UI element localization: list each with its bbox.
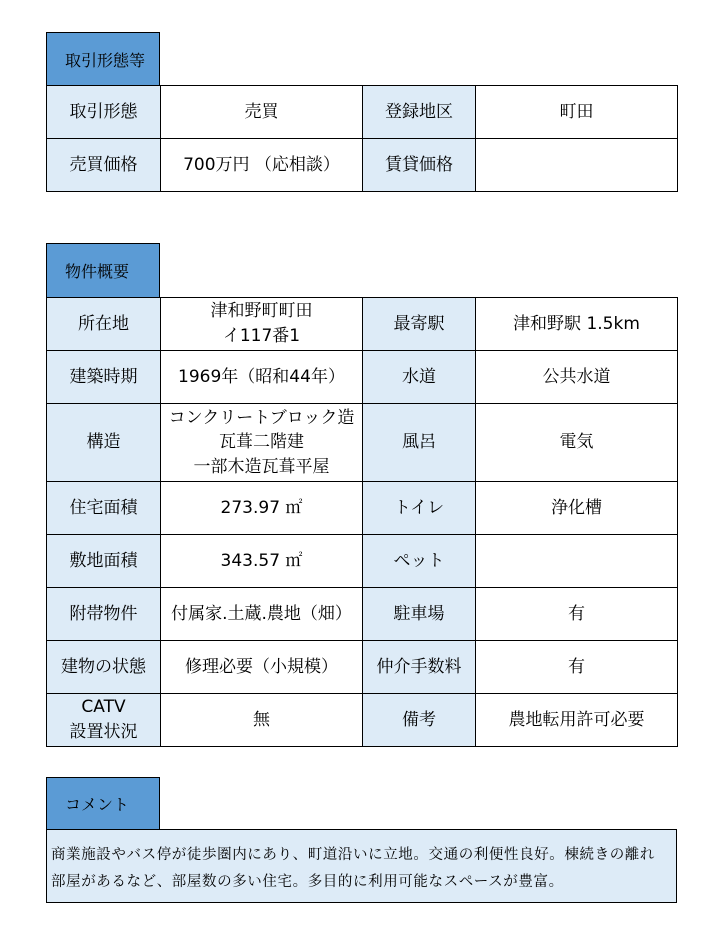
location-label: 所在地 xyxy=(47,298,161,351)
house-area-value: 273.97 ㎡ xyxy=(161,482,363,535)
label-cell: 取引形態 xyxy=(47,86,161,139)
land-area-label: 敷地面積 xyxy=(47,535,161,588)
table-row xyxy=(47,694,678,747)
fee-value: 有 xyxy=(476,641,678,694)
toilet-value: 浄化槽 xyxy=(476,482,678,535)
notes-label: 備考 xyxy=(363,694,476,747)
location-line: イ117番1 xyxy=(222,326,301,346)
section-title: コメント xyxy=(65,795,130,814)
condition-value: 修理必要（小規模） xyxy=(161,641,363,694)
value-cell: 売買 xyxy=(161,86,363,139)
table-row xyxy=(47,588,678,641)
section-title: 取引形態等 xyxy=(65,50,146,70)
location-line: 津和野町町田 xyxy=(210,301,313,322)
water-value: 公共水道 xyxy=(476,351,678,404)
catv-value: 無 xyxy=(161,694,363,747)
catv-label-line: 設置状況 xyxy=(69,722,138,742)
parking-label: 駐車場 xyxy=(363,588,476,641)
transaction-table xyxy=(46,85,678,192)
label-cell: 賃貸価格 xyxy=(363,139,476,192)
location-value xyxy=(161,298,363,351)
value-cell: 700万円 （応相談） xyxy=(161,139,363,192)
structure-line: 瓦葺二階建 xyxy=(219,432,304,453)
catv-label-line: CATV xyxy=(81,697,126,718)
comment-text: 商業施設やバス停が徒歩圏内にあり、町道沿いに立地。交通の利便性良好。棟続きの離れ部屋があるなど、部屋数の多い住宅。多目的に利用可能なスペースが豊富。 xyxy=(51,847,655,890)
table-row xyxy=(47,535,678,588)
house-area-label: 住宅面積 xyxy=(47,482,161,535)
table-row xyxy=(47,404,678,482)
table-row xyxy=(47,86,678,139)
structure-label: 構造 xyxy=(47,404,161,482)
toilet-label: トイレ xyxy=(363,482,476,535)
table-row xyxy=(47,139,678,192)
condition-label: 建物の状態 xyxy=(47,641,161,694)
water-label: 水道 xyxy=(363,351,476,404)
parking-value: 有 xyxy=(476,588,678,641)
fee-label: 仲介手数料 xyxy=(363,641,476,694)
attached-label: 附帯物件 xyxy=(47,588,161,641)
structure-line: 一部木造瓦葺平屋 xyxy=(193,456,330,477)
table-row xyxy=(47,641,678,694)
property-table xyxy=(46,297,678,747)
station-label: 最寄駅 xyxy=(363,298,476,351)
value-cell: 町田 xyxy=(476,86,678,139)
attached-value: 付属家.土蔵.農地（畑） xyxy=(161,588,363,641)
label-cell: 登録地区 xyxy=(363,86,476,139)
bath-value: 電気 xyxy=(476,404,678,482)
section-header-property xyxy=(46,243,160,298)
comment-box xyxy=(46,829,677,903)
land-area-value: 343.57 ㎡ xyxy=(161,535,363,588)
table-row xyxy=(47,351,678,404)
station-value: 津和野駅 1.5km xyxy=(476,298,678,351)
structure-value xyxy=(161,404,363,482)
built-value: 1969年（昭和44年） xyxy=(161,351,363,404)
label-cell: 売買価格 xyxy=(47,139,161,192)
built-label: 建築時期 xyxy=(47,351,161,404)
bath-label: 風呂 xyxy=(363,404,476,482)
section-header-comment xyxy=(46,777,160,830)
section-header-transaction xyxy=(46,32,160,86)
notes-value: 農地転用許可必要 xyxy=(476,694,678,747)
pet-value xyxy=(476,535,678,588)
structure-line: コンクリートブロック造 xyxy=(168,407,355,428)
table-row xyxy=(47,298,678,351)
value-cell xyxy=(476,139,678,192)
section-title: 物件概要 xyxy=(65,262,130,281)
table-row xyxy=(47,482,678,535)
catv-label xyxy=(47,694,161,747)
pet-label: ペット xyxy=(363,535,476,588)
